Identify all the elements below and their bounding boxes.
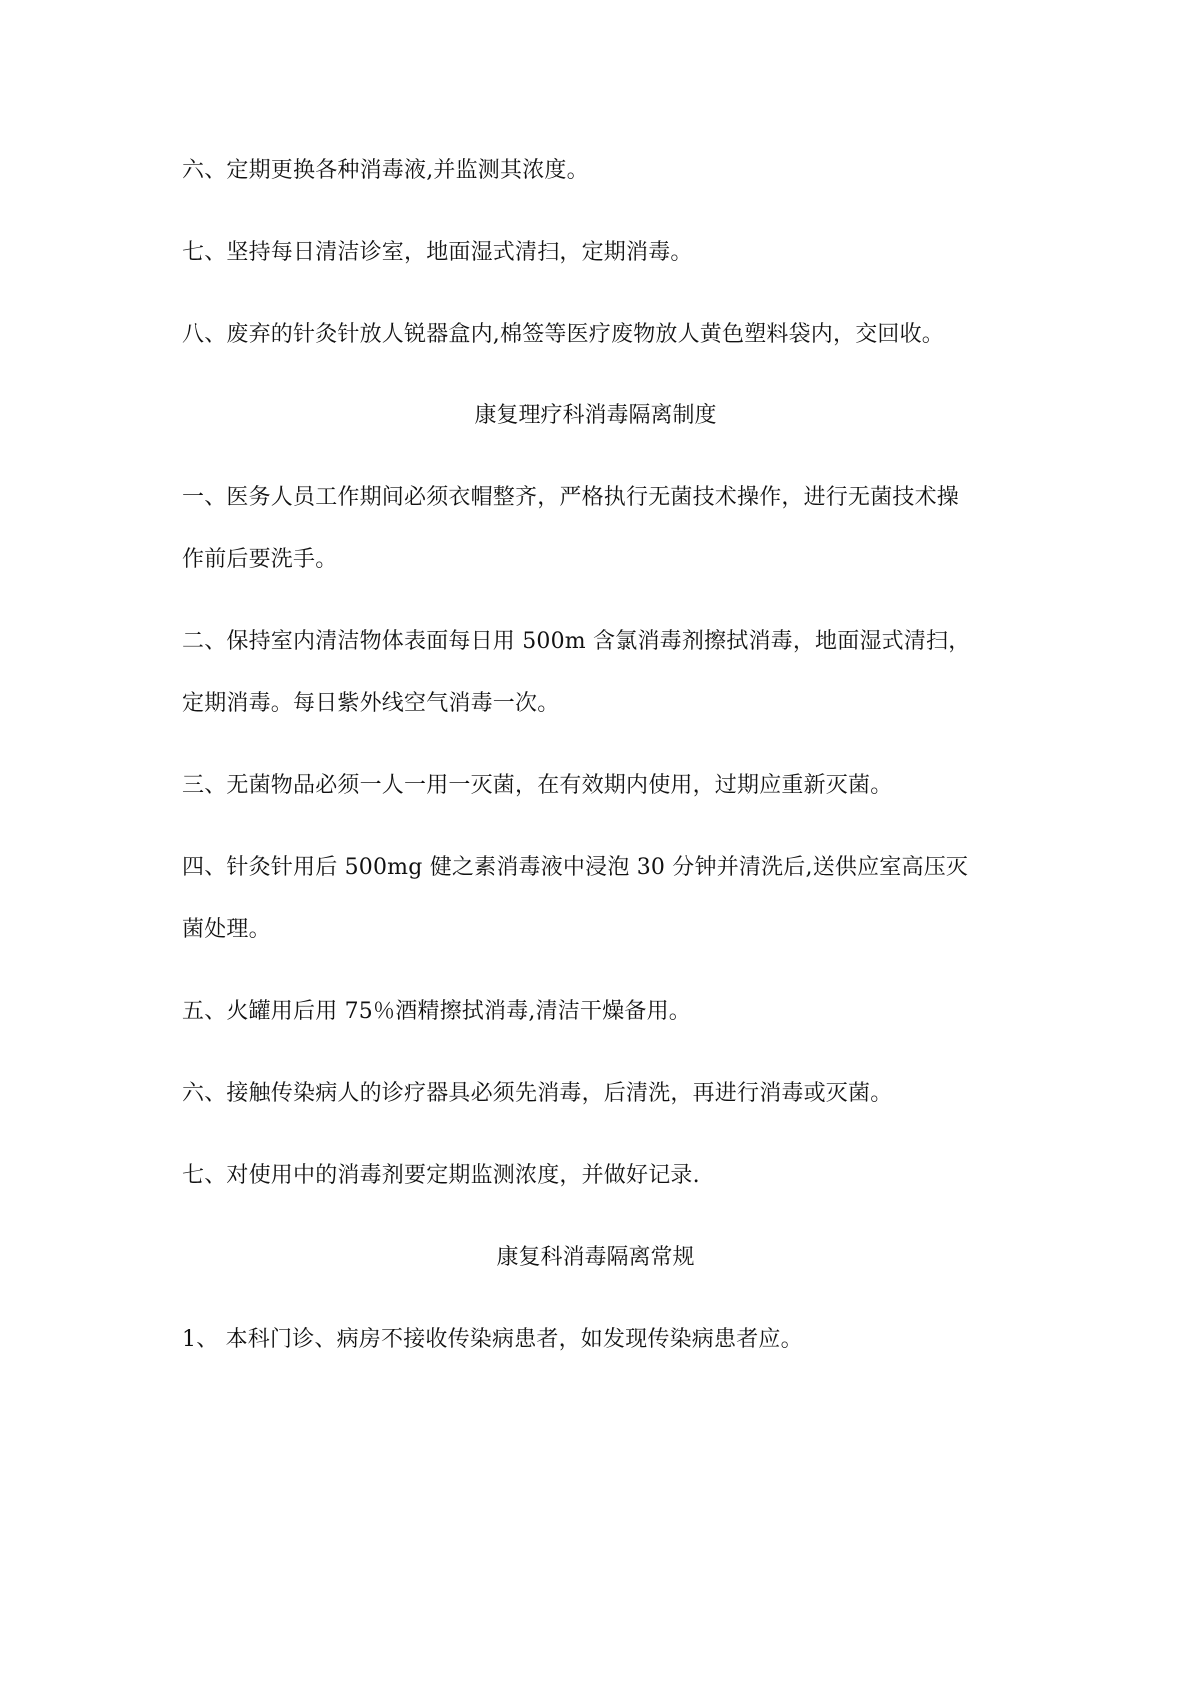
paragraph-line: 一、医务人员工作期间必须衣帽整齐，严格执行无菌技术操作，进行无菌技术操 — [182, 485, 960, 510]
paragraph-line: 八、废弃的针灸针放人锐器盒内,棉签等医疗废物放人黄色塑料袋内，交回收。 — [182, 322, 944, 347]
paragraph-line: 二、保持室内清洁物体表面每日用 500m 含氯消毒剂擦拭消毒，地面湿式清扫， — [182, 629, 971, 654]
paragraph-line: 四、针灸针用后 500mg 健之素消毒液中浸泡 30 分钟并清洗后,送供应室高压灭 — [182, 855, 969, 880]
paragraph-line: 六、接触传染病人的诊疗器具必须先消毒，后清洗，再进行消毒或灭菌。 — [182, 1081, 893, 1106]
paragraph-line: 七、坚持每日清洁诊室，地面湿式清扫，定期消毒。 — [182, 240, 693, 265]
paragraph-line: 1、 本科门诊、病房不接收传染病患者，如发现传染病患者应。 — [182, 1327, 803, 1352]
paragraph-line: 三、无菌物品必须一人一用一灭菌，在有效期内使用，过期应重新灭菌。 — [182, 773, 893, 798]
paragraph-line: 六、定期更换各种消毒液,并监测其浓度。 — [182, 158, 589, 183]
section-title: 康复理疗科消毒隔离制度 — [474, 403, 717, 428]
section-title: 康复科消毒隔离常规 — [496, 1245, 695, 1270]
paragraph-line: 定期消毒。每日紫外线空气消毒一次。 — [182, 691, 560, 716]
paragraph-line: 七、对使用中的消毒剂要定期监测浓度，并做好记录. — [182, 1163, 700, 1188]
paragraph-line: 菌处理。 — [182, 917, 271, 942]
paragraph-line: 作前后要洗手。 — [182, 547, 338, 572]
paragraph-line: 五、火罐用后用 75％酒精擦拭消毒,清洁干燥备用。 — [182, 999, 691, 1024]
